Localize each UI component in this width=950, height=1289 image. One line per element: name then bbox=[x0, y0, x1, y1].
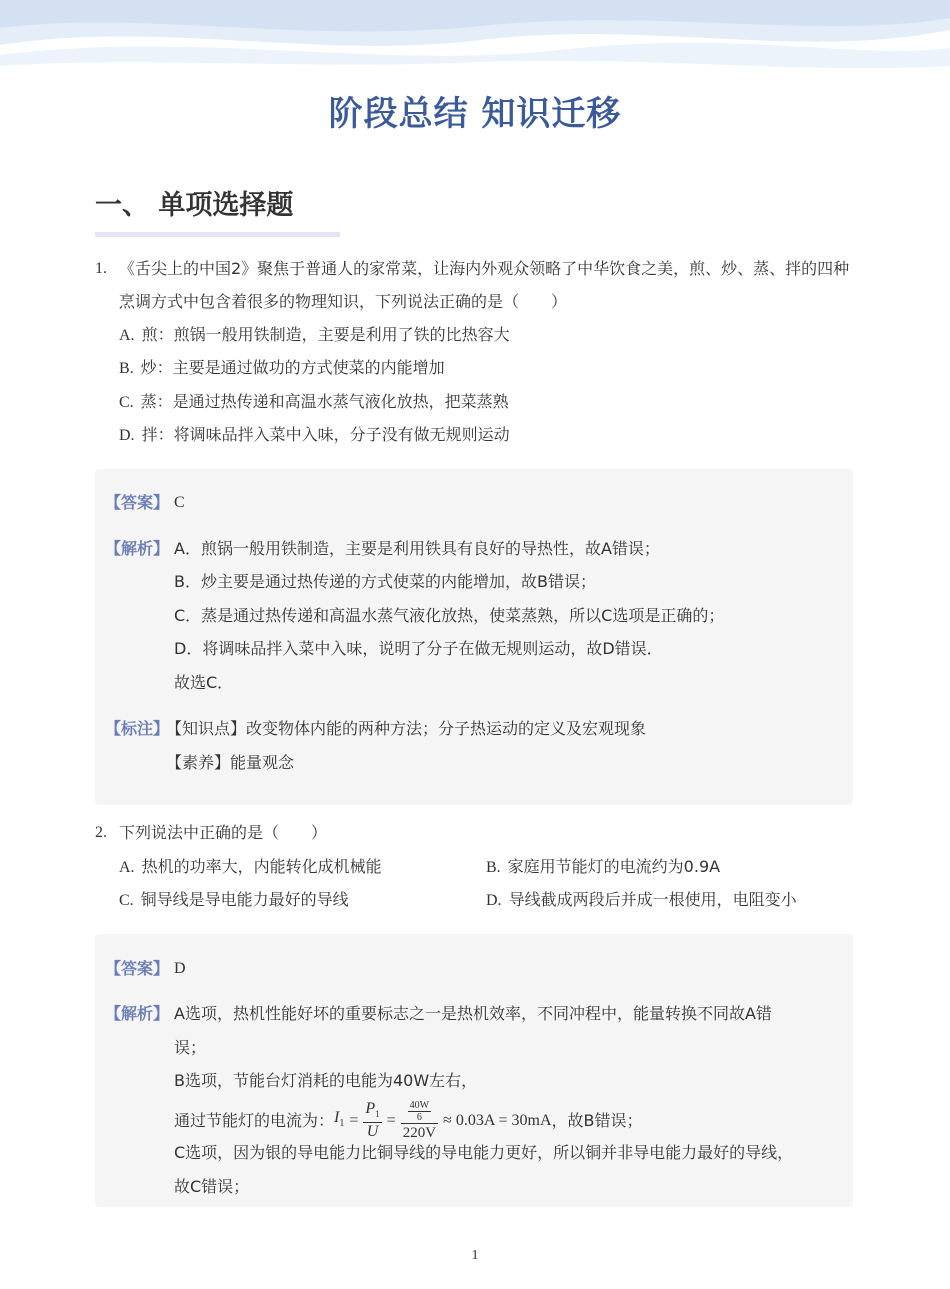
analysis-line: 误； bbox=[174, 1038, 207, 1057]
question-stem: 下列说法中正确的是（ ） bbox=[119, 823, 328, 842]
option-b bbox=[119, 358, 445, 379]
analysis-line: C选项，因为银的导电能力比铜导线的导电能力更好，所以铜并非导电能力最好的导线， bbox=[174, 1143, 794, 1162]
analysis-line: B．炒主要是通过热传递的方式使菜的内能增加，故B错误； bbox=[174, 572, 596, 591]
note-line: 【知识点】改变物体内能的两种方法；分子热运动的定义及宏观现象 bbox=[166, 719, 647, 738]
option-text: 炒：主要是通过做功的方式使菜的内能增加 bbox=[140, 358, 445, 377]
option-a bbox=[119, 325, 510, 346]
option-text: 铜导线是导电能力最好的导线 bbox=[140, 890, 349, 909]
option-d bbox=[119, 425, 510, 446]
analysis-line: 故C错误； bbox=[174, 1177, 250, 1196]
analysis-line: A选项，热机性能好坏的重要标志之一是热机效率，不同冲程中，能量转换不同故A错 bbox=[174, 1004, 772, 1023]
option-letter: D. bbox=[119, 427, 135, 444]
page-title: 阶段总结 知识迁移 bbox=[328, 94, 622, 134]
section-heading: 一、 单项选择题 bbox=[95, 190, 294, 221]
formula-conclusion: ，故B错误； bbox=[551, 1111, 643, 1131]
option-letter: D. bbox=[486, 892, 502, 909]
analysis-line: C．蒸是通过热传递和高温水蒸气液化放热，使菜蒸熟，所以C选项是正确的； bbox=[174, 606, 725, 625]
equals-sign: = bbox=[349, 1112, 359, 1130]
option-text: 蒸：是通过热传递和高温水蒸气液化放热，把菜蒸熟 bbox=[140, 392, 509, 411]
analysis-tag: 【解析】 bbox=[105, 1004, 170, 1023]
question-number: 2. bbox=[95, 824, 107, 841]
option-letter: C. bbox=[119, 892, 134, 909]
fraction-p-over-u: $\frac{P_1}{U}$ bbox=[365, 1100, 380, 1141]
fraction-power-over-voltage: $\frac{\frac{40W}{6}}{220V}$ bbox=[402, 1100, 437, 1142]
question-number: 1. bbox=[95, 260, 107, 277]
analysis-line: B选项，节能台灯消耗的电能为40W左右， bbox=[174, 1071, 478, 1090]
option-a bbox=[119, 857, 382, 878]
option-letter: B. bbox=[119, 360, 134, 377]
option-letter: C. bbox=[119, 394, 134, 411]
formula-lhs: $I_1$ bbox=[334, 1109, 345, 1130]
answer-tag: 【答案】 bbox=[105, 493, 170, 512]
page-number: 1 bbox=[471, 1248, 479, 1263]
option-d bbox=[486, 890, 797, 911]
option-text: 家庭用节能灯的电流约为0.9A bbox=[507, 857, 721, 876]
analysis-tag: 【解析】 bbox=[105, 539, 170, 558]
answer-tag: 【答案】 bbox=[105, 959, 170, 978]
answer-value: D bbox=[174, 960, 186, 977]
analysis-line: 故选C． bbox=[174, 673, 234, 692]
section-underline bbox=[95, 232, 340, 237]
analysis-line: A．煎锅一般用铁制造，主要是利用铁具有良好的导热性，故A错误； bbox=[174, 539, 660, 558]
answer-value: C bbox=[174, 494, 185, 511]
equals-sign: = bbox=[386, 1112, 396, 1130]
analysis-line: D．将调味品拌入菜中入味，说明了分子在做无规则运动，故D错误． bbox=[174, 639, 663, 658]
formula-intro: 通过节能灯的电流为： bbox=[174, 1111, 335, 1131]
option-text: 煎：煎锅一般用铁制造，主要是利用了铁的比热容大 bbox=[141, 325, 510, 344]
header-wave-decoration bbox=[0, 0, 950, 70]
option-text: 导线截成两段后并成一根使用，电阻变小 bbox=[508, 890, 797, 909]
note-tag: 【标注】 bbox=[105, 719, 170, 738]
option-text: 拌：将调味品拌入菜中入味，分子没有做无规则运动 bbox=[141, 425, 510, 444]
option-c bbox=[119, 392, 509, 413]
option-letter: B. bbox=[486, 859, 501, 876]
option-b bbox=[486, 857, 720, 878]
inner-fraction: $\frac{40W}{6}$ bbox=[409, 1100, 430, 1124]
formula-line bbox=[174, 1098, 643, 1144]
formula-result: ≈ 0.03A = 30mA bbox=[443, 1112, 552, 1130]
option-c bbox=[119, 890, 349, 911]
option-text: 热机的功率大，内能转化成机械能 bbox=[141, 857, 382, 876]
option-letter: A. bbox=[119, 859, 135, 876]
option-letter: A. bbox=[119, 327, 135, 344]
question-stem: 《舌尖上的中国2》聚焦于普通人的家常菜，让海内外观众领略了中华饮食之美，煎、炒、蒸、拌的四种烹调方式中包含着很多的物理知识，下列说法正确的是（ ） bbox=[119, 259, 850, 311]
note-line: 【素养】能量观念 bbox=[166, 753, 295, 772]
